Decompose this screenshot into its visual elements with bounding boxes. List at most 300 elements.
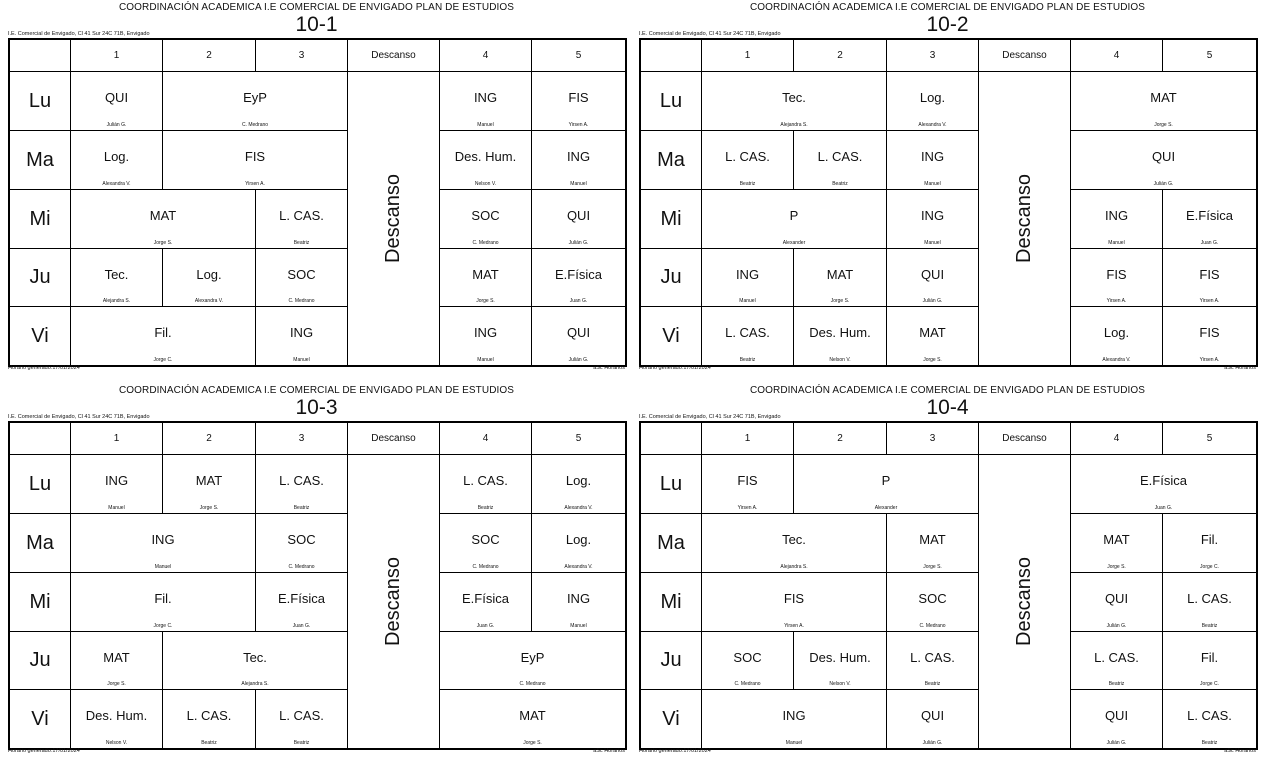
teacher-label: Jorge C. — [1200, 564, 1219, 570]
timetable-grid — [8, 421, 627, 750]
group-title: 10-2 — [926, 13, 969, 36]
teacher-label: Beatriz — [293, 740, 310, 746]
subject-label: Tec. — [104, 267, 129, 282]
lesson-cell — [532, 573, 625, 632]
teacher-label: C. Medrano — [288, 298, 315, 304]
teacher-label: Alejandra S. — [780, 122, 808, 128]
column-header: 5 — [532, 40, 625, 72]
teacher-label: Yirsen A. — [245, 181, 265, 187]
subject-label: MAT — [919, 325, 946, 340]
teacher-label: Alexander — [874, 505, 898, 511]
subject-label: L. CAS. — [1187, 591, 1232, 606]
subject-label: Fil. — [1200, 532, 1219, 547]
lesson-cell — [887, 307, 979, 365]
lesson-cell — [1163, 190, 1256, 249]
break-column — [348, 72, 440, 365]
subject-label: P — [881, 473, 891, 488]
subject-label: FIS — [1106, 267, 1127, 282]
lesson-cell — [440, 72, 532, 131]
lesson-cell — [702, 573, 887, 632]
lesson-cell — [702, 307, 794, 365]
document-title: COORDINACIÓN ACADEMICA I.E COMERCIAL DE ENVIGADO PLAN DE ESTUDIOS — [118, 2, 515, 13]
teacher-label: Yirsen A. — [568, 122, 589, 128]
column-header: 4 — [1071, 423, 1163, 455]
subject-label: L. CAS. — [1094, 650, 1139, 665]
subject-label: FIS — [783, 591, 805, 606]
subject-label: MAT — [519, 708, 546, 723]
school-address: I.E. Comercial de Envigado, Cl 41 Sur 24C 71B, Envigado — [639, 414, 781, 420]
column-header: 5 — [1163, 423, 1256, 455]
subject-label: ING — [104, 473, 129, 488]
lesson-cell — [887, 573, 979, 632]
subject-label: MAT — [1103, 532, 1130, 547]
subject-label: P — [789, 208, 799, 223]
lesson-cell — [1163, 690, 1256, 748]
subject-label: Fil. — [1200, 650, 1219, 665]
lesson-cell — [887, 632, 979, 690]
teacher-label: C. Medrano — [519, 681, 546, 687]
document-title: COORDINACIÓN ACADEMICA I.E COMERCIAL DE ENVIGADO PLAN DE ESTUDIOS — [749, 385, 1146, 396]
day-header: Ma — [10, 131, 71, 190]
lesson-cell — [1071, 131, 1256, 190]
teacher-label: Jorge S. — [1154, 122, 1173, 128]
lesson-cell — [702, 190, 887, 249]
day-header: Lu — [10, 72, 71, 131]
teacher-label: Julián G. — [1106, 623, 1127, 629]
lesson-cell — [163, 632, 348, 690]
day-header: Ju — [10, 632, 71, 690]
subject-label: QUI — [1151, 149, 1176, 164]
subject-label: SOC — [471, 208, 500, 223]
subject-label: Tec. — [782, 90, 806, 105]
teacher-label: Beatriz — [739, 357, 756, 363]
lesson-cell — [532, 307, 625, 365]
lesson-cell — [256, 514, 348, 573]
subject-label: E.Física — [462, 591, 509, 606]
break-column — [979, 455, 1071, 748]
day-header: Mi — [641, 190, 702, 249]
lesson-cell — [256, 573, 348, 632]
column-header: 2 — [163, 40, 256, 72]
teacher-label: Manuel — [924, 181, 941, 187]
corner-cell — [641, 40, 702, 72]
lesson-cell — [532, 131, 625, 190]
lesson-cell — [440, 514, 532, 573]
lesson-cell — [71, 632, 163, 690]
lesson-cell — [440, 690, 625, 748]
teacher-label: Juan G. — [1154, 505, 1173, 511]
day-header: Ju — [10, 249, 71, 307]
subject-label: L. CAS. — [725, 325, 770, 340]
lesson-cell — [532, 72, 625, 131]
teacher-label: Manuel — [108, 505, 125, 511]
column-header: 3 — [887, 40, 979, 72]
subject-label: ING — [473, 90, 498, 105]
teacher-label: Julián G. — [922, 298, 943, 304]
lesson-cell — [794, 249, 887, 307]
day-header: Vi — [641, 690, 702, 748]
lesson-cell — [887, 72, 979, 131]
teacher-label: Jorge S. — [107, 681, 126, 687]
teacher-label: Juan G. — [569, 298, 588, 304]
teacher-label: Yirsen A. — [1199, 298, 1220, 304]
software-credit: aSc Horarios — [593, 365, 625, 371]
lesson-cell — [163, 455, 256, 514]
day-header: Lu — [641, 455, 702, 514]
column-header: 1 — [71, 40, 163, 72]
subject-label: Tec. — [782, 532, 806, 547]
timetable-grid — [639, 38, 1258, 367]
subject-label: Tec. — [243, 650, 267, 665]
teacher-label: Juan G. — [476, 623, 495, 629]
subject-label: ING — [151, 532, 175, 547]
teacher-label: Alexandra V. — [564, 564, 593, 570]
column-header: Descanso — [979, 40, 1071, 72]
lesson-cell — [532, 514, 625, 573]
column-header: 3 — [256, 423, 348, 455]
lesson-cell — [256, 190, 348, 249]
subject-label: E.Física — [555, 267, 602, 282]
subject-label: Des. Hum. — [85, 708, 148, 723]
lesson-cell — [532, 249, 625, 307]
column-header: 5 — [1163, 40, 1256, 72]
subject-label: Log. — [565, 473, 592, 488]
subject-label: ING — [289, 325, 314, 340]
corner-cell — [641, 423, 702, 455]
column-header: 4 — [440, 423, 532, 455]
subject-label: FIS — [737, 473, 758, 488]
lesson-cell — [532, 190, 625, 249]
subject-label: MAT — [472, 267, 499, 282]
lesson-cell — [794, 307, 887, 365]
teacher-label: Manuel — [477, 357, 494, 363]
subject-label: MAT — [1150, 90, 1177, 105]
column-header: Descanso — [348, 423, 440, 455]
lesson-cell — [71, 190, 256, 249]
subject-label: SOC — [287, 267, 316, 282]
lesson-cell — [256, 307, 348, 365]
column-header: 4 — [440, 40, 532, 72]
teacher-label: Nelson V. — [105, 740, 128, 746]
teacher-label: Jorge S. — [523, 740, 542, 746]
day-header: Mi — [10, 190, 71, 249]
lesson-cell — [702, 455, 794, 514]
teacher-label: Beatriz — [832, 181, 848, 187]
teacher-label: Beatriz — [293, 505, 310, 511]
lesson-cell — [1163, 573, 1256, 632]
generated-date: Horario generado:17/01/2024 — [639, 365, 711, 371]
timetable-grid — [639, 421, 1258, 750]
schedule-10-4 — [639, 383, 1256, 763]
lesson-cell — [71, 131, 163, 190]
break-column — [979, 72, 1071, 365]
teacher-label: Alexandra V. — [918, 122, 947, 128]
lesson-cell — [702, 249, 794, 307]
subject-label: FIS — [568, 90, 589, 105]
teacher-label: Manuel — [739, 298, 756, 304]
software-credit: aSc Horarios — [1224, 748, 1256, 754]
lesson-cell — [702, 514, 887, 573]
column-header: 3 — [256, 40, 348, 72]
subject-label: ING — [566, 149, 591, 164]
lesson-cell — [702, 632, 794, 690]
teacher-label: Manuel — [570, 623, 587, 629]
teacher-label: Manuel — [293, 357, 310, 363]
software-credit: aSc Horarios — [1224, 365, 1256, 371]
teacher-label: Beatriz — [1201, 623, 1218, 629]
subject-label: ING — [782, 708, 806, 723]
teacher-label: Julián G. — [922, 740, 943, 746]
column-header: 2 — [794, 40, 887, 72]
teacher-label: Juan G. — [1200, 240, 1219, 246]
schedule-10-1 — [8, 0, 625, 380]
lesson-cell — [71, 690, 163, 748]
column-header: 2 — [794, 423, 887, 455]
teacher-label: Jorge S. — [923, 357, 942, 363]
teacher-label: Julián G. — [568, 357, 589, 363]
subject-label: MAT — [919, 532, 946, 547]
teacher-label: Beatriz — [477, 505, 494, 511]
teacher-label: Julián G. — [106, 122, 127, 128]
school-address: I.E. Comercial de Envigado, Cl 41 Sur 24C 71B, Envigado — [8, 31, 150, 37]
lesson-cell — [1071, 632, 1163, 690]
subject-label: MAT — [149, 208, 177, 223]
subject-label: EyP — [520, 650, 545, 665]
subject-label: MAT — [103, 650, 130, 665]
lesson-cell — [887, 131, 979, 190]
teacher-label: Alexandra V. — [1102, 357, 1131, 363]
lesson-cell — [256, 455, 348, 514]
lesson-cell — [1071, 514, 1163, 573]
teacher-label: Alexandra V. — [564, 505, 593, 511]
column-header: 3 — [887, 423, 979, 455]
lesson-cell — [1163, 307, 1256, 365]
teacher-label: C. Medrano — [241, 122, 269, 128]
teacher-label: Alejandra S. — [241, 681, 269, 687]
subject-label: L. CAS. — [186, 708, 232, 723]
lesson-cell — [71, 455, 163, 514]
lesson-cell — [440, 632, 625, 690]
subject-label: ING — [735, 267, 760, 282]
lesson-cell — [440, 307, 532, 365]
group-title: 10-3 — [295, 396, 338, 419]
subject-label: SOC — [733, 650, 762, 665]
column-header: 1 — [702, 40, 794, 72]
break-label: Descanso — [1013, 174, 1035, 263]
teacher-label: C. Medrano — [472, 564, 499, 570]
subject-label: Log. — [1103, 325, 1130, 340]
subject-label: ING — [920, 208, 945, 223]
break-label: Descanso — [382, 174, 404, 263]
corner-cell — [10, 423, 71, 455]
teacher-label: Alexander — [782, 240, 806, 246]
lesson-cell — [71, 573, 256, 632]
teacher-label: Beatriz — [1108, 681, 1125, 687]
column-header: Descanso — [348, 40, 440, 72]
teacher-label: C. Medrano — [472, 240, 499, 246]
lesson-cell — [794, 131, 887, 190]
lesson-cell — [1071, 307, 1163, 365]
subject-label: FIS — [1199, 267, 1220, 282]
teacher-label: Manuel — [785, 740, 803, 746]
day-header: Lu — [10, 455, 71, 514]
subject-label: ING — [920, 149, 945, 164]
subject-label: Fil. — [154, 325, 172, 340]
subject-label: Log. — [196, 267, 222, 282]
school-address: I.E. Comercial de Envigado, Cl 41 Sur 24C 71B, Envigado — [8, 414, 150, 420]
teacher-label: Manuel — [477, 122, 494, 128]
teacher-label: Manuel — [570, 181, 587, 187]
lesson-cell — [256, 690, 348, 748]
subject-label: Log. — [919, 90, 946, 105]
teacher-label: Alexandra V. — [102, 181, 131, 187]
column-header: 5 — [532, 423, 625, 455]
teacher-label: Jorge C. — [153, 623, 173, 629]
day-header: Ju — [641, 249, 702, 307]
subject-label: E.Física — [278, 591, 325, 606]
generated-date: Horario generado:17/01/2024 — [639, 748, 711, 754]
lesson-cell — [1071, 455, 1256, 514]
lesson-cell — [1071, 690, 1163, 748]
lesson-cell — [702, 131, 794, 190]
subject-label: FIS — [1199, 325, 1220, 340]
teacher-label: Alejandra S. — [780, 564, 808, 570]
corner-cell — [10, 40, 71, 72]
teacher-label: Yirsen A. — [784, 623, 804, 629]
schedule-10-3 — [8, 383, 625, 763]
teacher-label: Alexandra V. — [194, 298, 224, 304]
column-header: Descanso — [979, 423, 1071, 455]
lesson-cell — [1071, 573, 1163, 632]
subject-label: QUI — [920, 708, 945, 723]
lesson-cell — [71, 249, 163, 307]
day-header: Ma — [10, 514, 71, 573]
school-address: I.E. Comercial de Envigado, Cl 41 Sur 24C 71B, Envigado — [639, 31, 781, 37]
column-header: 2 — [163, 423, 256, 455]
break-label: Descanso — [382, 557, 404, 646]
group-title: 10-4 — [926, 396, 969, 419]
lesson-cell — [440, 249, 532, 307]
lesson-cell — [163, 690, 256, 748]
teacher-label: Jorge C. — [153, 357, 173, 363]
teacher-label: Jorge S. — [1107, 564, 1126, 570]
lesson-cell — [71, 514, 256, 573]
lesson-cell — [440, 455, 532, 514]
lesson-cell — [887, 249, 979, 307]
teacher-label: Yirsen A. — [1199, 357, 1220, 363]
teacher-label: Alejandra S. — [102, 298, 131, 304]
lesson-cell — [1163, 632, 1256, 690]
subject-label: L. CAS. — [910, 650, 955, 665]
subject-label: L. CAS. — [279, 708, 324, 723]
teacher-label: Manuel — [924, 240, 941, 246]
teacher-label: Manuel — [1108, 240, 1125, 246]
day-header: Vi — [641, 307, 702, 365]
subject-label: MAT — [195, 473, 223, 488]
lesson-cell — [71, 307, 256, 365]
subject-label: ING — [1104, 208, 1129, 223]
subject-label: Fil. — [154, 591, 172, 606]
subject-label: SOC — [918, 591, 947, 606]
generated-date: Horario generado:17/01/2024 — [8, 365, 80, 371]
schedule-10-2 — [639, 0, 1256, 380]
teacher-label: Juan G. — [292, 623, 311, 629]
subject-label: ING — [566, 591, 591, 606]
subject-label: L. CAS. — [463, 473, 508, 488]
software-credit: aSc Horarios — [593, 748, 625, 754]
subject-label: SOC — [471, 532, 500, 547]
lesson-cell — [887, 690, 979, 748]
day-header: Vi — [10, 690, 71, 748]
subject-label: Des. Hum. — [809, 650, 871, 665]
subject-label: QUI — [104, 90, 129, 105]
subject-label: L. CAS. — [279, 473, 324, 488]
lesson-cell — [702, 690, 887, 748]
teacher-label: C. Medrano — [288, 564, 315, 570]
subject-label: QUI — [566, 208, 591, 223]
column-header: 1 — [71, 423, 163, 455]
subject-label: E.Física — [1186, 208, 1233, 223]
teacher-label: Beatriz — [293, 240, 310, 246]
teacher-label: Jorge S. — [830, 298, 850, 304]
lesson-cell — [1163, 249, 1256, 307]
teacher-label: Manuel — [154, 564, 172, 570]
teacher-label: Jorge S. — [923, 564, 942, 570]
subject-label: L. CAS. — [817, 149, 863, 164]
lesson-cell — [794, 455, 979, 514]
teacher-label: Yirsen A. — [1106, 298, 1127, 304]
teacher-label: Jorge C. — [1200, 681, 1219, 687]
teacher-label: Jorge S. — [476, 298, 495, 304]
subject-label: L. CAS. — [279, 208, 324, 223]
lesson-cell — [794, 632, 887, 690]
subject-label: QUI — [1104, 591, 1129, 606]
group-title: 10-1 — [295, 13, 338, 36]
lesson-cell — [1071, 249, 1163, 307]
break-column — [348, 455, 440, 748]
subject-label: Log. — [565, 532, 592, 547]
column-header: 1 — [702, 423, 794, 455]
lesson-cell — [440, 190, 532, 249]
subject-label: FIS — [244, 149, 266, 164]
teacher-label: C. Medrano — [734, 681, 761, 687]
lesson-cell — [163, 249, 256, 307]
subject-label: QUI — [1104, 708, 1129, 723]
day-header: Vi — [10, 307, 71, 365]
lesson-cell — [163, 72, 348, 131]
lesson-cell — [440, 131, 532, 190]
teacher-label: Jorge S. — [199, 505, 219, 511]
subject-label: SOC — [287, 532, 316, 547]
subject-label: ING — [473, 325, 498, 340]
generated-date: Horario generado:17/01/2024 — [8, 748, 80, 754]
teacher-label: Nelson V. — [474, 181, 497, 187]
lesson-cell — [702, 72, 887, 131]
subject-label: QUI — [566, 325, 591, 340]
lesson-cell — [887, 514, 979, 573]
day-header: Ma — [641, 131, 702, 190]
break-label: Descanso — [1013, 557, 1035, 646]
document-title: COORDINACIÓN ACADEMICA I.E COMERCIAL DE ENVIGADO PLAN DE ESTUDIOS — [118, 385, 515, 396]
lesson-cell — [1071, 72, 1256, 131]
subject-label: L. CAS. — [725, 149, 770, 164]
subject-label: Log. — [103, 149, 130, 164]
teacher-label: Beatriz — [924, 681, 941, 687]
lesson-cell — [440, 573, 532, 632]
lesson-cell — [163, 131, 348, 190]
subject-label: EyP — [243, 90, 267, 105]
subject-label: MAT — [826, 267, 854, 282]
